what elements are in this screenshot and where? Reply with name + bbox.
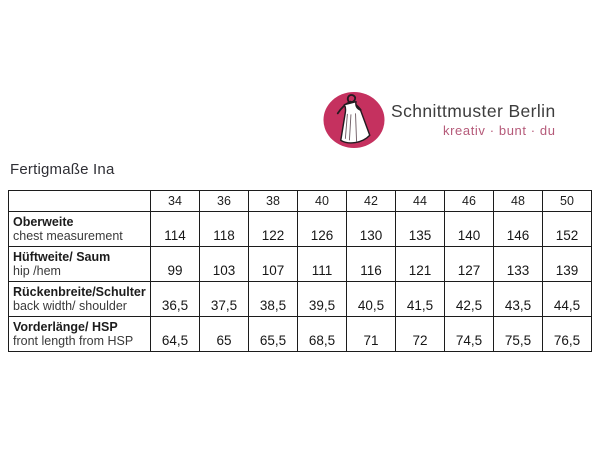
size-col-header: 50	[543, 191, 592, 212]
row-label-de: Oberweite	[13, 214, 74, 229]
corner-cell	[9, 191, 151, 212]
measurement-cell: 116	[347, 247, 396, 282]
size-header-row	[9, 191, 592, 212]
measurement-cell: 127	[445, 247, 494, 282]
row-label-de: Hüftweite/ Saum	[13, 249, 111, 264]
measurement-cell: 44,5	[543, 282, 592, 317]
row-label-en: chest measurement	[13, 229, 123, 243]
size-col-header: 40	[298, 191, 347, 212]
measurement-table	[8, 190, 592, 352]
measurement-cell: 146	[494, 212, 543, 247]
size-col-header: 42	[347, 191, 396, 212]
brand-logo	[322, 91, 556, 150]
row-label	[9, 282, 151, 317]
measurement-cell: 99	[151, 247, 200, 282]
size-col-header: 48	[494, 191, 543, 212]
measurement-cell: 126	[298, 212, 347, 247]
measurement-cell: 114	[151, 212, 200, 247]
measurement-cell: 140	[445, 212, 494, 247]
measurement-cell: 37,5	[200, 282, 249, 317]
measurement-cell: 39,5	[298, 282, 347, 317]
measurement-cell: 118	[200, 212, 249, 247]
row-label-en: back width/ shoulder	[13, 299, 127, 313]
table-row-front-length	[9, 317, 592, 352]
brand-name: Schnittmuster Berlin	[391, 101, 556, 121]
measurement-cell: 38,5	[249, 282, 298, 317]
measurement-cell: 71	[347, 317, 396, 352]
measurement-cell: 152	[543, 212, 592, 247]
size-col-header: 34	[151, 191, 200, 212]
table-row-back-width	[9, 282, 592, 317]
page-title: Fertigmaße Ina	[10, 161, 115, 178]
size-col-header: 38	[249, 191, 298, 212]
brand-text-block	[391, 102, 556, 138]
measurement-cell: 103	[200, 247, 249, 282]
row-label-de: Vorderlänge/ HSP	[13, 319, 118, 334]
row-label	[9, 317, 151, 352]
measurement-cell: 121	[396, 247, 445, 282]
measurement-cell: 133	[494, 247, 543, 282]
measurement-cell: 43,5	[494, 282, 543, 317]
row-label-en: hip /hem	[13, 264, 61, 278]
measurement-cell: 72	[396, 317, 445, 352]
brand-tagline: kreativ · bunt · du	[443, 123, 556, 139]
table-row-chest	[9, 212, 592, 247]
measurement-cell: 122	[249, 212, 298, 247]
size-col-header: 44	[396, 191, 445, 212]
measurement-cell: 130	[347, 212, 396, 247]
measurement-cell: 36,5	[151, 282, 200, 317]
size-col-header: 36	[200, 191, 249, 212]
measurement-cell: 64,5	[151, 317, 200, 352]
size-col-header: 46	[445, 191, 494, 212]
measurement-cell: 139	[543, 247, 592, 282]
row-label-de: Rückenbreite/Schulter	[13, 284, 146, 299]
measurement-cell: 65	[200, 317, 249, 352]
row-label-en: front length from HSP	[13, 334, 134, 348]
measurement-cell: 68,5	[298, 317, 347, 352]
dress-on-hanger-icon	[322, 91, 386, 150]
measurement-cell: 65,5	[249, 317, 298, 352]
measurement-cell: 135	[396, 212, 445, 247]
measurement-cell: 111	[298, 247, 347, 282]
row-label	[9, 247, 151, 282]
measurement-cell: 42,5	[445, 282, 494, 317]
measurement-cell: 41,5	[396, 282, 445, 317]
row-label	[9, 212, 151, 247]
measurement-cell: 74,5	[445, 317, 494, 352]
measurement-cell: 40,5	[347, 282, 396, 317]
measurement-cell: 75,5	[494, 317, 543, 352]
measurement-cell: 76,5	[543, 317, 592, 352]
table-row-hip-hem	[9, 247, 592, 282]
measurement-cell: 107	[249, 247, 298, 282]
